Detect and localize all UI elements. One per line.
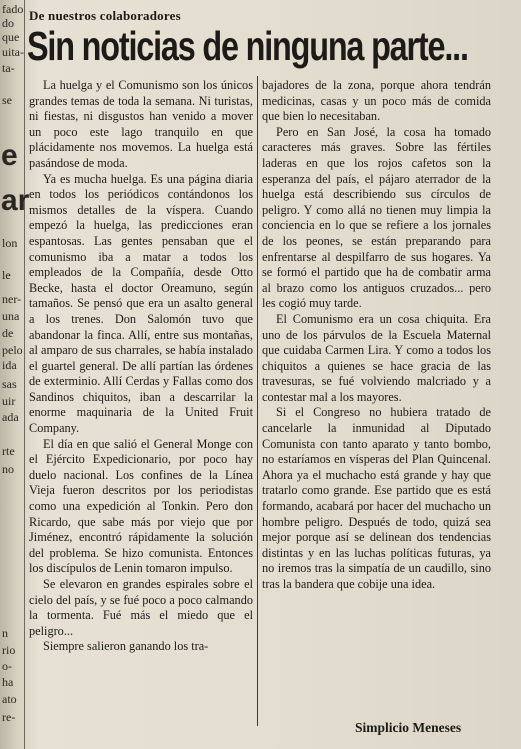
column-divider	[257, 76, 258, 726]
headline: Sin noticias de ninguna parte...	[27, 23, 468, 69]
section-label: De nuestros colaboradores	[29, 8, 181, 23]
margin-fragment: le	[2, 268, 11, 282]
paragraph-continuation: bajadores de la zona, porque ahora tendrán medicinas, casas y un poco más de comida que bien lo necesitaban.	[262, 78, 491, 124]
paragraph: Siempre salieron ganando los tra-	[43, 639, 209, 654]
article-column-1	[29, 78, 253, 655]
article	[25, 6, 515, 744]
margin-fragment: rio	[2, 643, 16, 657]
margin-fragment: se	[2, 93, 12, 107]
margin-fragment: ada	[2, 410, 19, 424]
margin-fragment: rte	[2, 444, 15, 458]
paragraph: Pero en San José, la cosa ha tomado caracteres más graves. Sobre las fértiles laderas en que los rojos cafetos son la esperanza del país, el pájaro aterrador de la huelga está describiendo sus círculos de peligro. Y como allá no tienen muy limpia la conciencia en lo que se refiere a los jornales de los peones, se están preparando para enfrentarse al despilfarro de sus hogares. Ya se formó el partido que ha de combatir arma al brazo como los antiguos cruzados... pero les cogió muy tarde.	[262, 124, 491, 311]
adjacent-column-fragment	[0, 0, 30, 749]
margin-fragment: ar	[1, 184, 30, 217]
paragraph: Ya es mucha huelga. Es una página diaria en todos los periódicos contándonos los mismos detalles de la víspera. Cuando empezó la huelga, las predicciones eran espantosas. Las gentes pensaban que el comunismo iba a matar a todos los empleados de la Compañía, desde Otto Becke, hasta el doctor Oreamuno, según tamaños. Se pensó que era un asalto general a los trenes. Don Salomón tuvo que abandonar la finca. Allí, entre sus montañas, al amparo de sus charrales, se había instalado el guartel general. De allí partían las órdenes de exterminio. Allí Cerdas y Fallas como dos Sandinos chiquitos, iban a descarrilar la enorme maquinaria de la United Fruit Company.	[29, 171, 253, 436]
margin-fragment: e	[1, 139, 18, 172]
margin-fragment: que	[2, 30, 20, 44]
article-column-2	[262, 78, 491, 593]
margin-fragment: ner-	[2, 292, 22, 306]
paragraph: El Comunismo era un cosa chiquita. Era uno de los párvulos de la Escuela Maternal que cuidaba Carmen Lira. Y como a todos los chiquitos a quienes se hace gracia de las travesuras, se fué volviendo malcriado y a contestar mal a los mayores.	[262, 311, 491, 404]
margin-fragment: ida	[2, 358, 17, 372]
paragraph: Si el Congreso no hubiera tratado de cancelarle la inmunidad al Diputado Comunista con tanto aparato y tanto bombo, no estaríamos en vísperas del Plan Quincenal. Ahora ya el muchacho está grande y hay que tratarlo como grande. Ese partido que es está formando, acabará por hacer del muchacho un hombre peligro. Después de todo, quizá sea mejor porque así se delinean dos tendencias distintas y en las luchas políticas futuras, ya no iremos tras la simpatía de un caudillo, sino tras la bandera que cobije una idea.	[262, 405, 491, 591]
margin-fragment: re-	[2, 710, 16, 724]
margin-fragment: sas	[2, 377, 17, 391]
margin-fragment: n	[2, 626, 8, 640]
paragraph: La huelga y el Comunismo son los únicos grandes temas de toda la semana. Ni turistas, ni fiestas, ni disgustos han venido a mover un poco este lago tranquilo en que plácidamente nos movemos. La huelga está pasándose de moda.	[29, 78, 253, 170]
margin-fragment: ha	[2, 675, 14, 689]
margin-fragment: ato	[2, 692, 17, 706]
margin-fragment: una	[2, 309, 20, 323]
margin-fragment: uita-	[2, 45, 24, 59]
margin-fragment: de	[2, 326, 14, 340]
margin-fragment: ta-	[2, 61, 15, 75]
margin-fragment: fado	[2, 2, 24, 16]
margin-fragment: o-	[2, 659, 12, 673]
margin-fragment: do	[2, 16, 14, 30]
paragraph: El día en que salió el General Monge con el Ejército Expedicionario, por poco hay duelo nacional. Los confines de la Línea Vieja fueron descritos por los periodistas como una expedición al Tonkin. Pero don Ricardo, que sabe más por viejo que por Jiménez, encontró rápidamente la solución del problema. Se hizo comunista. Entonces los discípulos de Lenin tomaron impulso.	[29, 436, 253, 576]
margin-fragment: lon	[2, 236, 18, 250]
margin-fragment: uir	[2, 394, 16, 408]
margin-fragment: no	[2, 462, 14, 476]
margin-fragment: pelo	[2, 343, 23, 357]
paragraph: Se elevaron en grandes espirales sobre el cielo del país, y se fué poco a poco calmando la tormenta. Fué más el miedo que el peligro...	[29, 577, 253, 638]
author-signature: Simplicio Meneses	[355, 720, 462, 735]
